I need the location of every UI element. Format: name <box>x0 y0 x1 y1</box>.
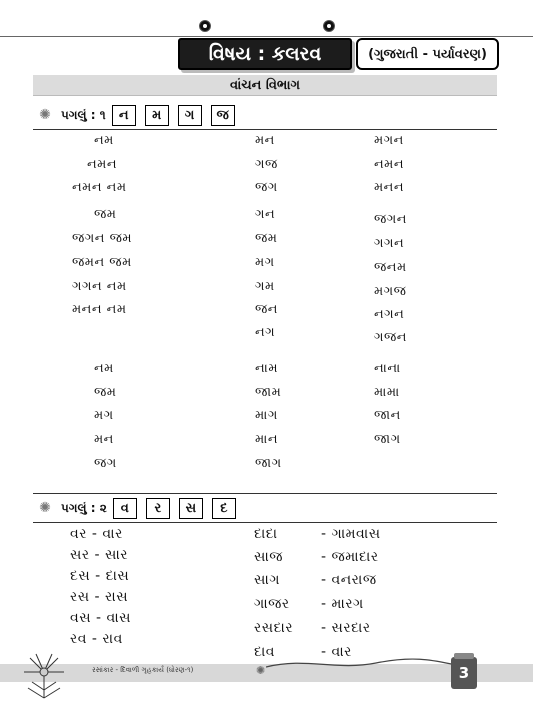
binder-ring-icon <box>323 20 335 32</box>
subject-subtitle: (ગુજરાતી - પર્યાવરણ) <box>356 38 499 70</box>
word: - વનરાજ <box>321 572 377 588</box>
subject-title: વિષય : કલરવ <box>208 43 322 65</box>
footer-text: રસાંકાર - દિવાળી ગૃહકાર્ય (ધોરણ-૧) <box>92 666 194 674</box>
word-pair: દસ - દાસ <box>70 568 130 584</box>
word: નમન <box>87 157 118 172</box>
word: નગન <box>374 307 405 322</box>
word: જાન <box>374 408 401 423</box>
step-label: પગલું : ૧ <box>61 107 106 122</box>
step-2-header <box>33 496 497 520</box>
divider <box>33 522 497 523</box>
word: જગન <box>374 212 407 227</box>
word: સાજ <box>254 549 284 565</box>
word: ગજન <box>374 330 407 345</box>
word: મગજ <box>374 284 407 299</box>
divider <box>33 129 497 130</box>
word: - વાર <box>321 644 352 660</box>
word: મગ <box>255 255 275 270</box>
word-pair: વસ - વાસ <box>70 610 132 626</box>
word: મનન <box>374 180 405 195</box>
word-pair: વર - વાર <box>70 526 123 542</box>
word: જામ <box>255 385 282 400</box>
word: દાદા <box>254 526 278 542</box>
word: જમ <box>94 207 117 222</box>
word: નમ <box>94 133 114 148</box>
word: ગગન નમ <box>72 279 127 294</box>
word: - સરદાર <box>321 620 371 636</box>
word: સાગ <box>254 572 280 588</box>
thread-decoration-icon <box>266 655 456 673</box>
divider <box>33 493 497 494</box>
flower-decoration-icon <box>18 650 70 700</box>
top-border-line <box>0 36 533 37</box>
word: જાગ <box>255 456 282 471</box>
word: નમન નમ <box>72 180 127 195</box>
section-heading: વાંચન વિભાગ <box>33 75 497 96</box>
subject-title-box <box>178 38 352 70</box>
letter-box: જ <box>211 105 235 126</box>
step-label: પગલું : ૨ <box>61 500 107 515</box>
letter-box: ન <box>112 105 136 126</box>
word: ગાજર <box>254 596 290 612</box>
word: મગન <box>374 133 404 148</box>
word: નમન <box>374 157 405 172</box>
word: - જમાદાર <box>321 549 379 565</box>
word: દાવ <box>254 644 275 660</box>
word: જમ <box>94 385 117 400</box>
word: ગન <box>255 207 276 222</box>
word: નગ <box>255 325 276 340</box>
word: જમ <box>255 231 278 246</box>
bullet-star-icon: ✺ <box>39 500 51 516</box>
footer-star-icon: ✺ <box>256 664 266 677</box>
bullet-star-icon: ✺ <box>39 107 51 123</box>
word: જનમ <box>374 260 407 275</box>
word: નામ <box>255 361 279 376</box>
word: મન <box>94 432 114 447</box>
word-pair: રસ - રાસ <box>70 589 129 605</box>
letter-box: ર <box>146 498 170 519</box>
word: માગ <box>255 408 278 423</box>
word: ગમ <box>255 279 275 294</box>
binder-ring-icon <box>199 20 211 32</box>
word-pair: રવ - રાવ <box>70 631 123 647</box>
step-1-header <box>33 103 497 127</box>
word-pair: સર - સાર <box>70 547 129 563</box>
word: ગગન <box>374 236 405 251</box>
word: રસદાર <box>254 620 294 636</box>
word: જમન જમ <box>72 255 132 270</box>
word: મામા <box>374 385 400 400</box>
word: નાના <box>374 361 401 376</box>
letter-box: વ <box>113 498 137 519</box>
word: જન <box>255 302 278 317</box>
word: જગ <box>94 456 117 471</box>
word: નમ <box>94 361 114 376</box>
word: જગ <box>255 180 278 195</box>
word: - મારગ <box>321 596 364 612</box>
word: મન <box>255 133 275 148</box>
word: જાગ <box>374 432 401 447</box>
word: જગન જમ <box>72 231 133 246</box>
word: ગજ <box>255 157 278 172</box>
word: માન <box>255 432 279 447</box>
word: મગ <box>94 408 114 423</box>
letter-box: મ <box>145 105 169 126</box>
letter-box: ગ <box>178 105 202 126</box>
word: - ગામવાસ <box>321 526 381 542</box>
letter-box: દ <box>212 498 236 519</box>
letter-box: સ <box>179 498 203 519</box>
page-number: 3 <box>451 657 477 689</box>
word: મનન નમ <box>72 302 127 317</box>
